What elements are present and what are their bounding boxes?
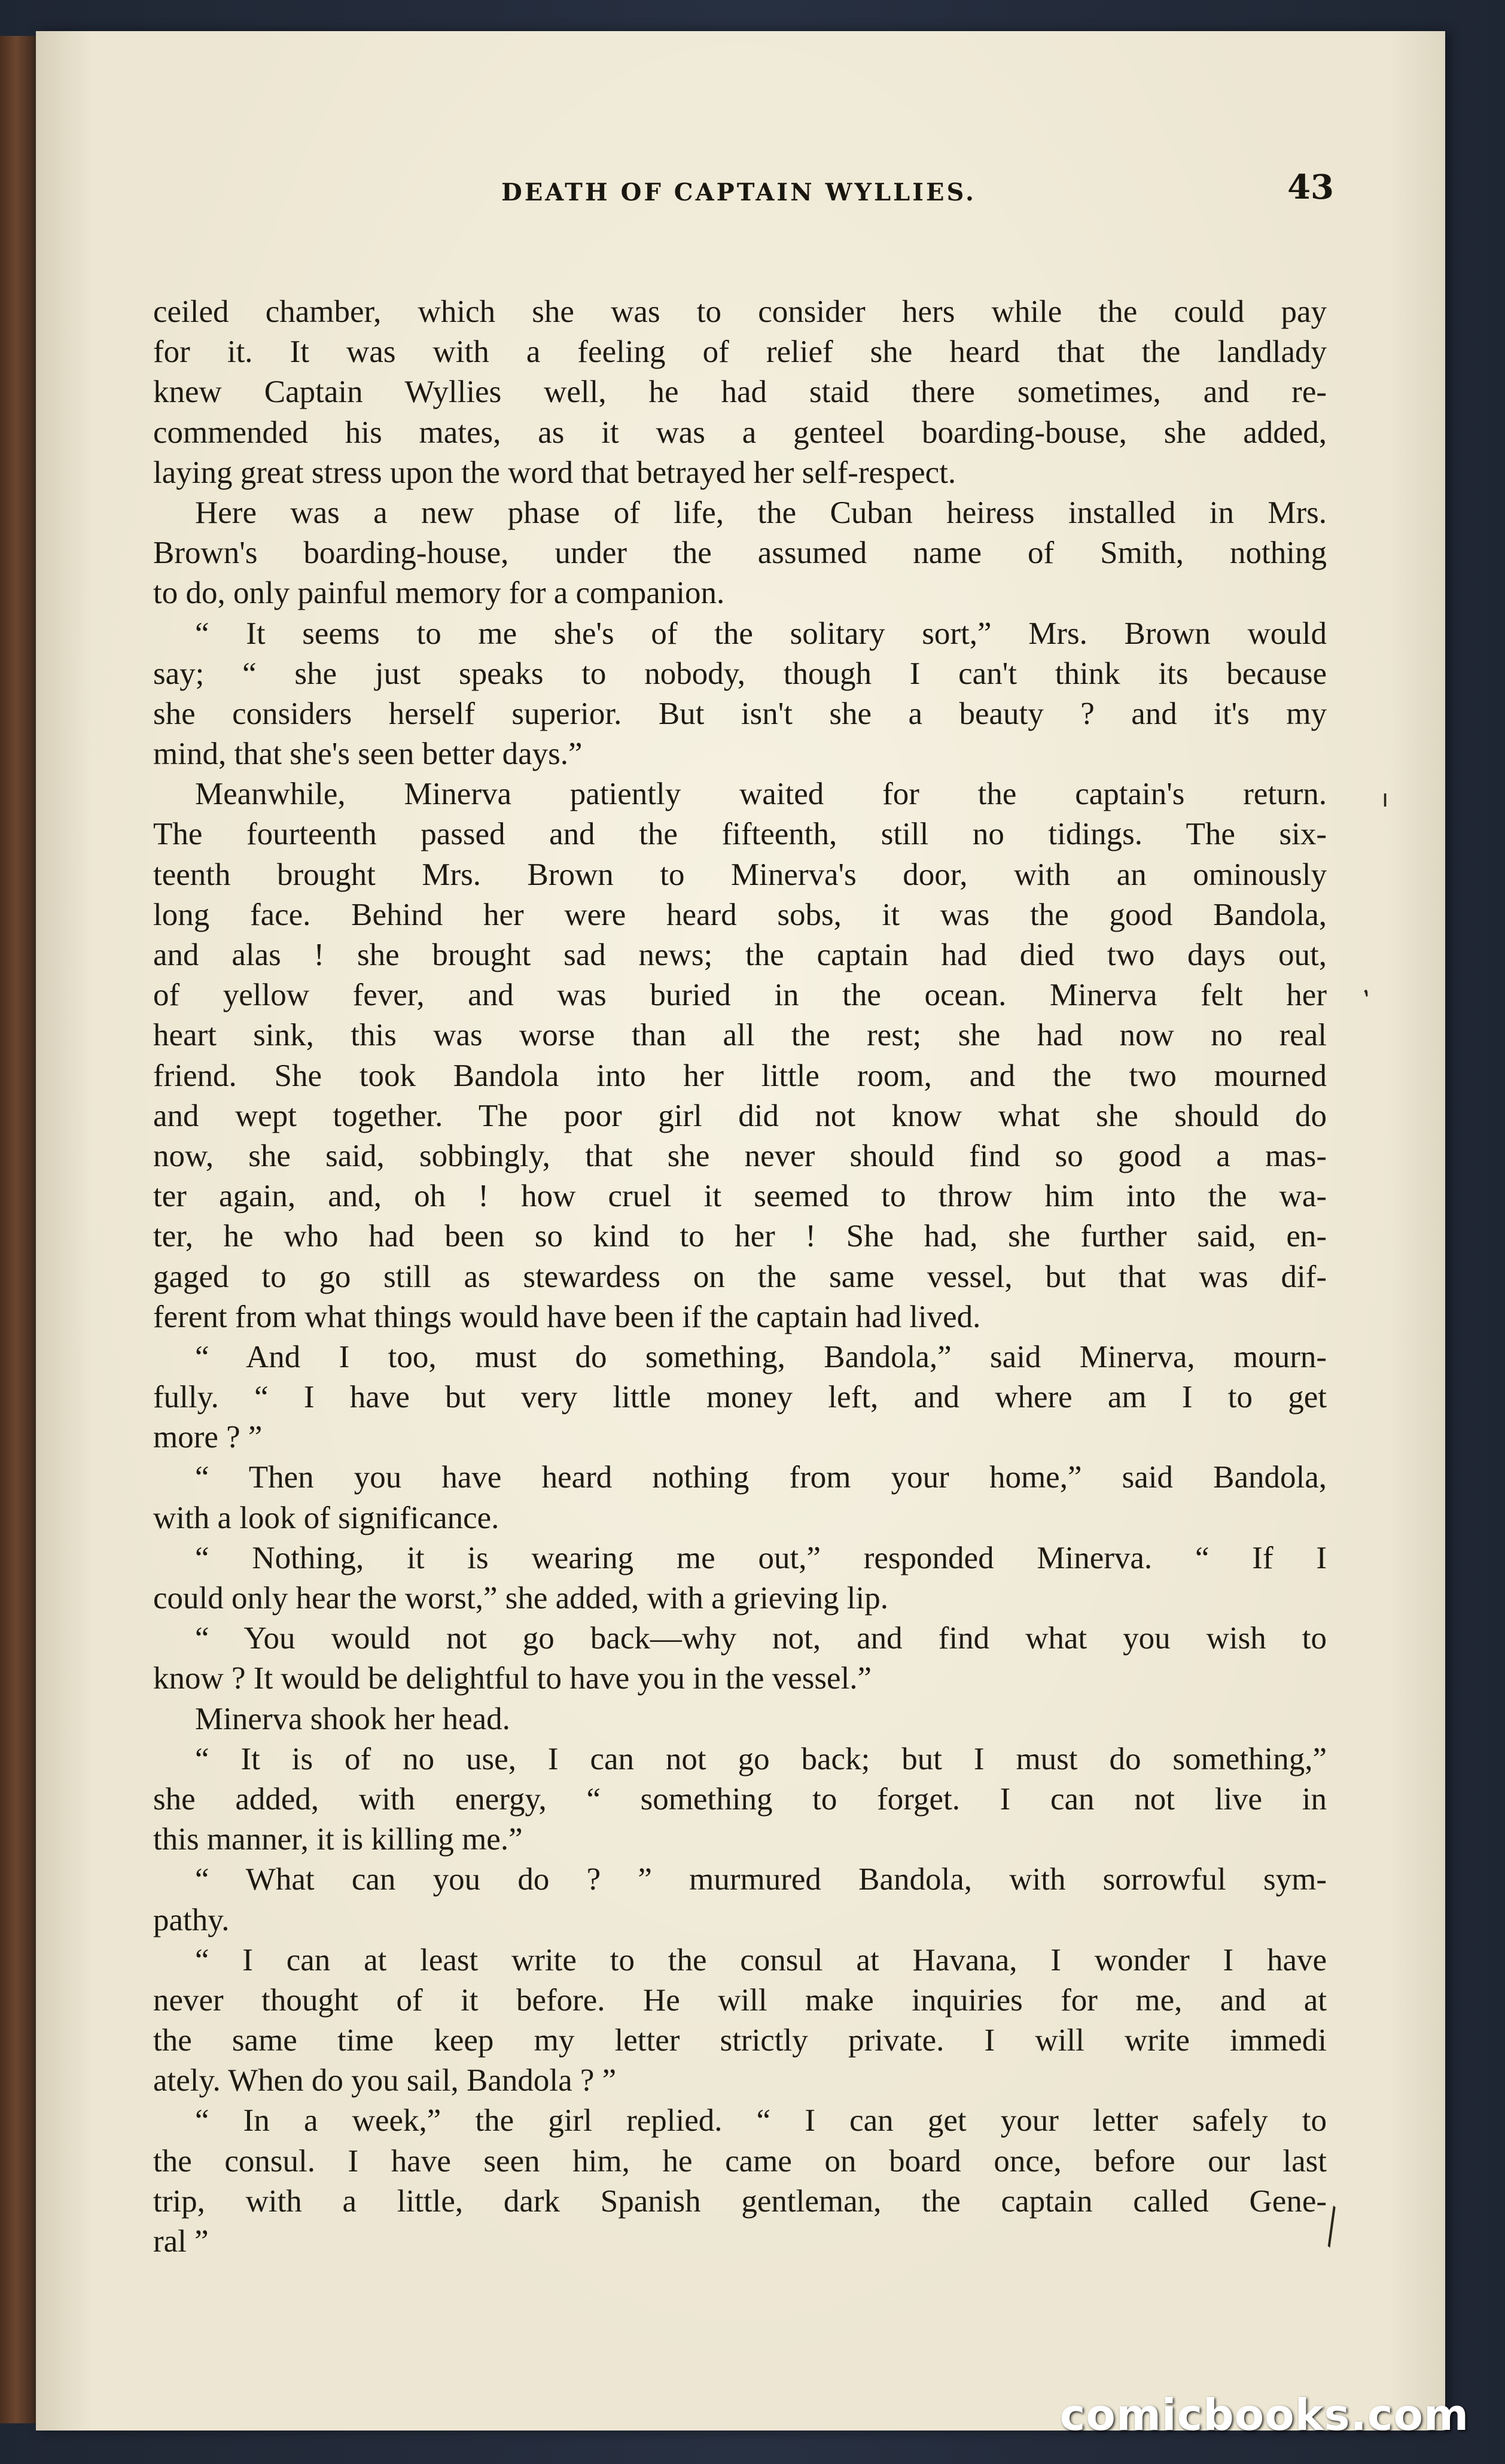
text-line: fully. “ I have but very little money left, and where am I to get [153,1380,1327,1415]
text-line: long face. Behind her were heard sobs, it was the good Bandola, [153,897,1327,932]
text-line: The fourteenth passed and the fifteenth, still no tidings. The six- [153,817,1327,852]
text-line: “ Then you have heard nothing from your home,” said Bandola, [195,1460,1327,1495]
text-line: “ And I too, must do something, Bandola,” said Minerva, mourn- [195,1339,1327,1374]
page-header [144,168,1334,221]
text-line: trip, with a little, dark Spanish gentleman, the captain called Gene- [153,2183,1327,2219]
text-line: Brown's boarding-house, under the assumed name of Smith, nothing [153,536,1327,571]
text-line: of yellow fever, and was buried in the ocean. Minerva felt her [153,978,1327,1013]
text-line: ter, he who had been so kind to her ! She had, she further said, en- [153,1219,1327,1254]
text-line: “ It seems to me she's of the solitary sort,” Mrs. Brown would [195,616,1327,651]
margin-mark: ╲ [1313,2207,1349,2247]
text-line: to do, only painful memory for a companion. [153,576,725,611]
margin-mark: ‚ [1351,970,1373,1002]
text-line: gaged to go still as stewardess on the same vessel, but that was dif- [153,1259,1327,1294]
text-line: pathy. [153,1902,230,1937]
text-line: “ I can at least write to the consul at Havana, I wonder I have [195,1942,1327,1978]
text-line: Meanwhile, Minerva patiently waited for the captain's return. [195,777,1327,812]
text-line: “ You would not go back—why not, and find what you wish to [195,1621,1327,1656]
text-line: could only hear the worst,” she added, with a grieving lip. [153,1581,888,1616]
text-line: the same time keep my letter strictly private. I will write immedi [153,2023,1327,2058]
text-line: ferent from what things would have been if the captain had lived. [153,1299,981,1334]
text-line: she considers herself superior. But isn't she a beauty ? and it's my [153,696,1327,731]
text-line: ral ” [153,2224,209,2259]
text-line: ceiled chamber, which she was to consider hers while the could pay [153,294,1327,329]
body-text [153,292,1327,2262]
book-page [36,31,1445,2430]
text-line: ter again, and, oh ! how cruel it seemed to throw him into the wa- [153,1179,1327,1214]
text-line: “ Nothing, it is wearing me out,” responded Minerva. “ If I [195,1540,1327,1575]
text-line: knew Captain Wyllies well, he had staid there sometimes, and re- [153,375,1327,410]
watermark: comicbooks.com [1059,2390,1469,2440]
text-line: this manner, it is killing me.” [153,1822,523,1857]
text-line: laying great stress upon the word that betrayed her self-respect. [153,455,956,490]
text-line: the consul. I have seen him, he came on board once, before our last [153,2143,1327,2179]
text-line: ately. When do you sail, Bandola ? ” [153,2063,617,2098]
margin-mark: ı [1382,785,1389,813]
page-number: 43 [1287,168,1334,207]
text-line: “ It is of no use, I can not go back; but I must do something,” [195,1741,1327,1776]
text-line: she added, with energy, “ something to forget. I can not live in [153,1781,1327,1817]
text-line: teenth brought Mrs. Brown to Minerva's door, with an ominously [153,857,1327,892]
text-line: Minerva shook her head. [195,1701,510,1736]
text-line: say; “ she just speaks to nobody, though I can't think its because [153,656,1327,691]
text-line: “ What can you do ? ” murmured Bandola, with sorrowful sym- [195,1862,1327,1897]
text-line: heart sink, this was worse than all the rest; she had now no real [153,1018,1327,1053]
text-line: and alas ! she brought sad news; the captain had died two days out, [153,938,1327,972]
text-line: now, she said, sobbingly, that she never should find so good a mas- [153,1138,1327,1173]
running-head: DEATH OF CAPTAIN WYLLIES. [501,178,976,206]
text-line: more ? ” [153,1420,263,1455]
text-line: friend. She took Bandola into her little room, and the two mourned [153,1058,1327,1093]
text-line: Here was a new phase of life, the Cuban heiress installed in Mrs. [195,495,1327,530]
text-line: for it. It was with a feeling of relief she heard that the landlady [153,334,1327,370]
text-line: and wept together. The poor girl did not know what she should do [153,1098,1327,1133]
text-line: with a look of significance. [153,1500,499,1535]
book-spine [0,36,36,2423]
text-line: know ? It would be delightful to have you in the vessel.” [153,1661,872,1696]
text-line: commended his mates, as it was a genteel boarding-bouse, she added, [153,415,1327,450]
text-line: never thought of it before. He will make inquiries for me, and at [153,1982,1327,2018]
text-line: “ In a week,” the girl replied. “ I can get your letter safely to [195,2103,1327,2138]
text-line: mind, that she's seen better days.” [153,737,583,772]
